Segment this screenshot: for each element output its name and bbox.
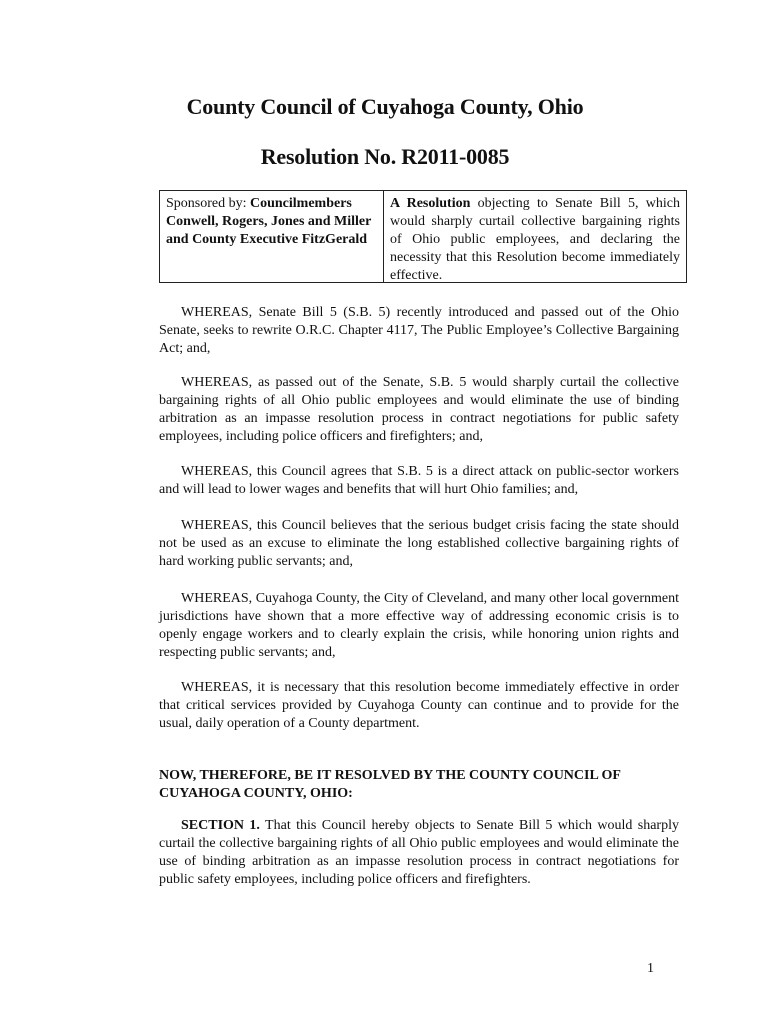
resolution-summary-cell — [384, 191, 686, 282]
whereas-clause — [159, 590, 679, 662]
whereas-clause — [159, 304, 679, 358]
whereas-clause — [159, 463, 679, 499]
sponsor-table — [159, 190, 687, 283]
whereas-text: WHEREAS, it is necessary that this resolution become immediately effective in order that critical services provided by Cuyahoga County can continue and to provide for the usual, daily operation of a County department. — [159, 680, 679, 731]
resolution-number: Resolution No. R2011-0085 — [260, 144, 510, 169]
resolution-lead: A Resolution — [390, 196, 471, 211]
sponsor-names: Councilmembers Conwell, Rogers, Jones and Miller and County Executive FitzGerald — [166, 196, 372, 247]
council-title: County Council of Cuyahoga County, Ohio — [186, 94, 584, 119]
resolved-heading: NOW, THEREFORE, BE IT RESOLVED BY THE COUNTY COUNCIL OF CUYAHOGA COUNTY, OHIO: — [159, 768, 621, 801]
whereas-clause — [159, 517, 679, 571]
whereas-clause — [159, 374, 679, 446]
page-number: 1 — [647, 961, 654, 976]
whereas-text: WHEREAS, Senate Bill 5 (S.B. 5) recently introduced and passed out of the Ohio Senate, seeks to rewrite O.R.C. Chapter 4117, The Public Employee’s Collective Bargaining Act; and, — [159, 305, 679, 356]
whereas-clause — [159, 679, 679, 733]
whereas-text: WHEREAS, Cuyahoga County, the City of Cleveland, and many other local government jurisdictions have shown that a more effective way of addressing economic crisis is to openly engage workers and to clearly explain the crisis, while honoring union rights and respecting public servants; and, — [159, 591, 679, 660]
section-1-text: That this Council hereby objects to Senate Bill 5 which would sharply curtail the collective bargaining rights of all Ohio public employees and would eliminate the use of binding arbitration as an impasse resolution process in contract negotiations for public safety employees, including police officers and firefighters. — [159, 818, 679, 887]
sponsor-cell — [160, 191, 384, 282]
whereas-text: WHEREAS, this Council believes that the serious budget crisis facing the state should not be used as an excuse to eliminate the long established collective bargaining rights of hard working public servants; and, — [159, 518, 679, 569]
section-1-label: SECTION 1. — [181, 818, 260, 833]
resolution-summary: objecting to Senate Bill 5, which would sharply curtail collective bargaining rights of Ohio public employees, and declaring the necessity that this Resolution become immediately effective. — [390, 196, 680, 283]
whereas-text: WHEREAS, as passed out of the Senate, S.B. 5 would sharply curtail the collective bargaining rights of all Ohio public employees and would eliminate the use of binding arbitration as an impasse resolution process in contract negotiations for public safety employees, including police officers and firefighters; and, — [159, 375, 679, 444]
section-1 — [159, 817, 679, 889]
sponsor-prefix: Sponsored by: — [166, 196, 250, 211]
whereas-text: WHEREAS, this Council agrees that S.B. 5 is a direct attack on public-sector workers and will lead to lower wages and benefits that will hurt Ohio families; and, — [159, 464, 679, 497]
